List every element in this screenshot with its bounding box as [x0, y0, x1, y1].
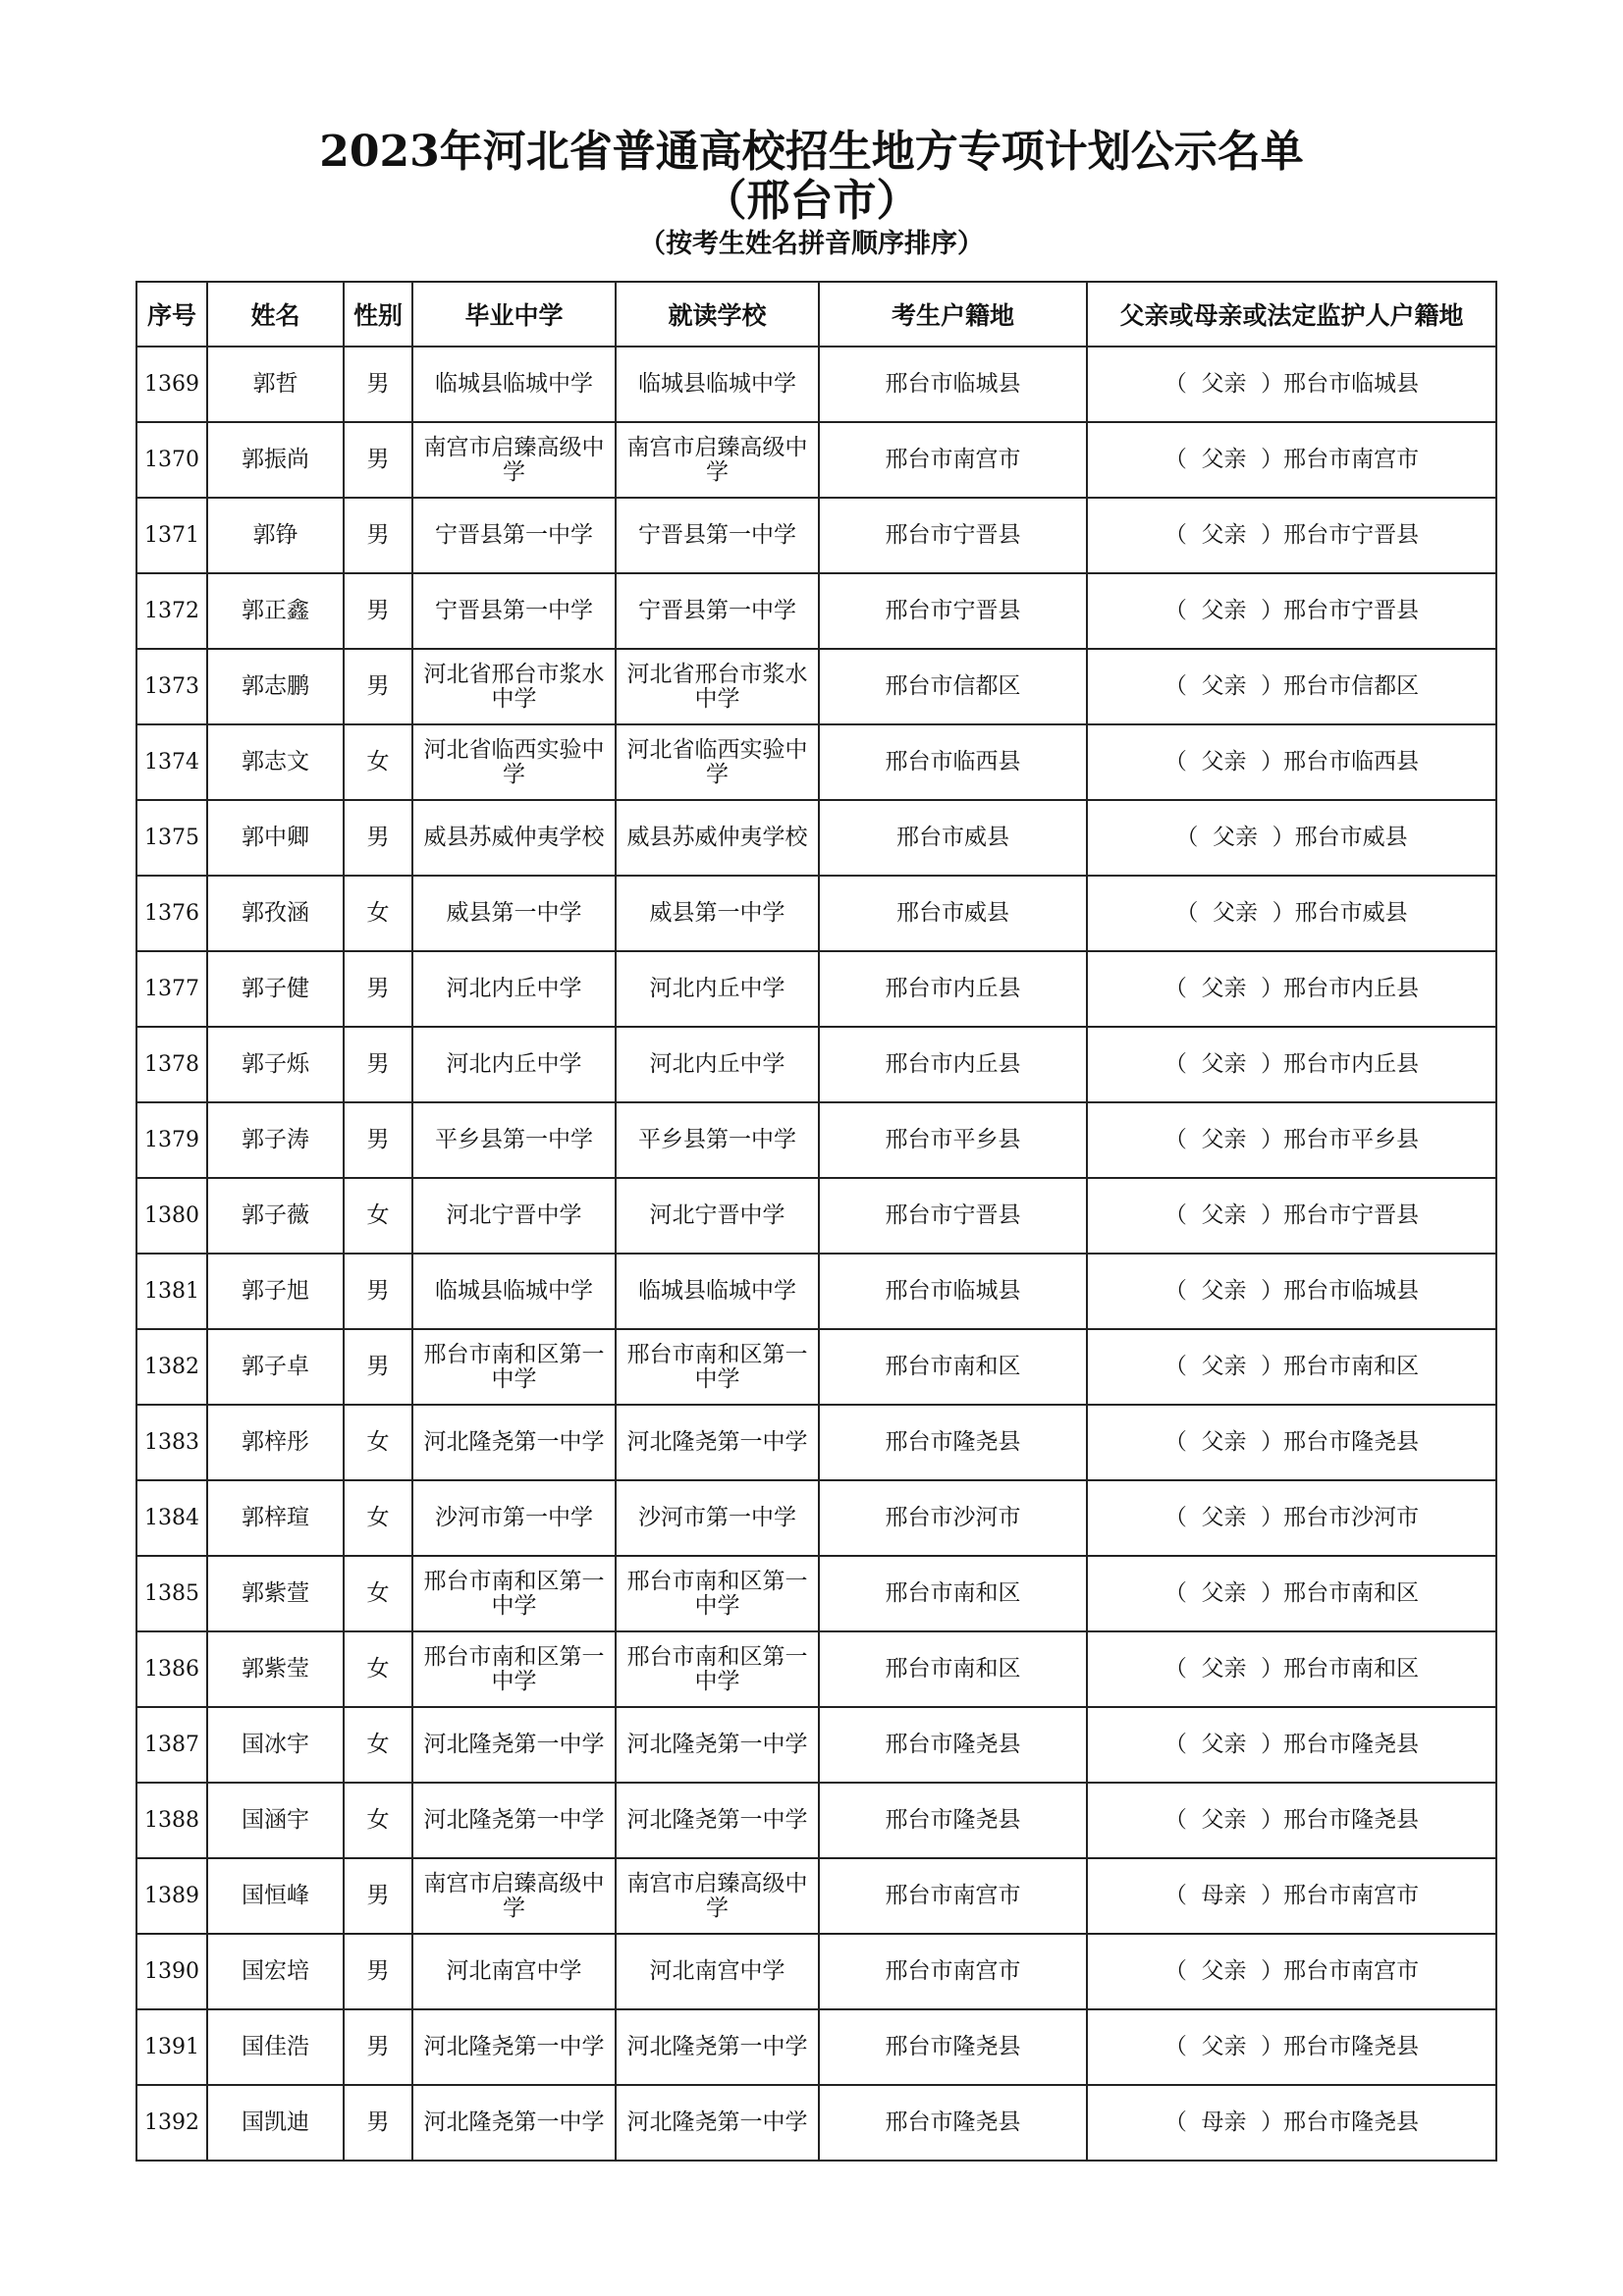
cell-parent-household: （ 母亲 ）邢台市隆尧县 — [1087, 2085, 1496, 2161]
cell-name: 国宏培 — [207, 1934, 344, 2009]
header-gender: 性别 — [344, 282, 412, 347]
header-household: 考生户籍地 — [819, 282, 1087, 347]
cell-gender: 男 — [344, 951, 412, 1027]
cell-seq: 1379 — [136, 1102, 207, 1178]
cell-name: 郭梓彤 — [207, 1405, 344, 1480]
cell-gender: 女 — [344, 1783, 412, 1858]
cell-household: 邢台市南宫市 — [819, 1934, 1087, 2009]
cell-study-school: 邢台市南和区第一中学 — [616, 1556, 819, 1631]
cell-parent-household: （ 父亲 ）邢台市信都区 — [1087, 649, 1496, 724]
header-grad-school: 毕业中学 — [412, 282, 616, 347]
cell-name: 郭孜涵 — [207, 876, 344, 951]
cell-name: 国涵宇 — [207, 1783, 344, 1858]
cell-name: 国佳浩 — [207, 2009, 344, 2085]
cell-grad-school: 宁晋县第一中学 — [412, 573, 616, 649]
table-row — [136, 1405, 1496, 1480]
cell-study-school: 沙河市第一中学 — [616, 1480, 819, 1556]
cell-grad-school: 河北宁晋中学 — [412, 1178, 616, 1254]
cell-grad-school: 沙河市第一中学 — [412, 1480, 616, 1556]
cell-household: 邢台市内丘县 — [819, 1027, 1087, 1102]
cell-study-school: 河北隆尧第一中学 — [616, 2085, 819, 2161]
table-row — [136, 1631, 1496, 1707]
cell-gender: 男 — [344, 1329, 412, 1405]
cell-seq: 1384 — [136, 1480, 207, 1556]
table-body — [136, 347, 1496, 2161]
cell-name: 郭振尚 — [207, 422, 344, 498]
cell-gender: 男 — [344, 1254, 412, 1329]
cell-seq: 1373 — [136, 649, 207, 724]
cell-gender: 男 — [344, 1102, 412, 1178]
cell-household: 邢台市平乡县 — [819, 1102, 1087, 1178]
cell-study-school: 临城县临城中学 — [616, 347, 819, 422]
cell-household: 邢台市沙河市 — [819, 1480, 1087, 1556]
cell-parent-household: （ 父亲 ）邢台市南和区 — [1087, 1556, 1496, 1631]
cell-household: 邢台市临城县 — [819, 1254, 1087, 1329]
cell-seq: 1375 — [136, 800, 207, 876]
cell-grad-school: 威县苏威仲夷学校 — [412, 800, 616, 876]
table-row — [136, 1480, 1496, 1556]
cell-name: 郭中卿 — [207, 800, 344, 876]
cell-seq: 1385 — [136, 1556, 207, 1631]
cell-study-school: 河北内丘中学 — [616, 1027, 819, 1102]
cell-name: 郭铮 — [207, 498, 344, 573]
cell-household: 邢台市隆尧县 — [819, 1783, 1087, 1858]
cell-household: 邢台市南和区 — [819, 1631, 1087, 1707]
cell-parent-household: （ 父亲 ）邢台市临城县 — [1087, 1254, 1496, 1329]
cell-household: 邢台市宁晋县 — [819, 1178, 1087, 1254]
document-title: 2023年河北省普通高校招生地方专项计划公示名单 — [319, 127, 1304, 177]
cell-seq: 1382 — [136, 1329, 207, 1405]
cell-household: 邢台市威县 — [819, 800, 1087, 876]
cell-parent-household: （ 父亲 ）邢台市宁晋县 — [1087, 573, 1496, 649]
cell-seq: 1387 — [136, 1707, 207, 1783]
cell-study-school: 宁晋县第一中学 — [616, 498, 819, 573]
cell-grad-school: 威县第一中学 — [412, 876, 616, 951]
cell-grad-school: 南宫市启臻高级中学 — [412, 422, 616, 498]
document-subtitle: （邢台市） — [703, 176, 920, 226]
cell-parent-household: （ 父亲 ）邢台市宁晋县 — [1087, 498, 1496, 573]
table-row — [136, 649, 1496, 724]
cell-gender: 男 — [344, 2009, 412, 2085]
cell-seq: 1390 — [136, 1934, 207, 2009]
table-row — [136, 1934, 1496, 2009]
cell-seq: 1377 — [136, 951, 207, 1027]
cell-seq: 1383 — [136, 1405, 207, 1480]
cell-gender: 女 — [344, 1480, 412, 1556]
cell-household: 邢台市隆尧县 — [819, 1405, 1087, 1480]
cell-parent-household: （ 母亲 ）邢台市南宫市 — [1087, 1858, 1496, 1934]
cell-study-school: 南宫市启臻高级中学 — [616, 422, 819, 498]
sort-note: （按考生姓名拼音顺序排序） — [639, 229, 984, 259]
table-row — [136, 1102, 1496, 1178]
cell-gender: 男 — [344, 347, 412, 422]
cell-seq: 1392 — [136, 2085, 207, 2161]
cell-study-school: 平乡县第一中学 — [616, 1102, 819, 1178]
cell-household: 邢台市信都区 — [819, 649, 1087, 724]
cell-study-school: 临城县临城中学 — [616, 1254, 819, 1329]
cell-household: 邢台市隆尧县 — [819, 2009, 1087, 2085]
cell-grad-school: 邢台市南和区第一中学 — [412, 1329, 616, 1405]
cell-seq: 1389 — [136, 1858, 207, 1934]
cell-grad-school: 邢台市南和区第一中学 — [412, 1556, 616, 1631]
cell-gender: 女 — [344, 1178, 412, 1254]
cell-study-school: 河北隆尧第一中学 — [616, 2009, 819, 2085]
table-row — [136, 422, 1496, 498]
cell-seq: 1374 — [136, 724, 207, 800]
cell-gender: 女 — [344, 876, 412, 951]
cell-study-school: 威县苏威仲夷学校 — [616, 800, 819, 876]
candidate-table — [135, 281, 1497, 2162]
cell-household: 邢台市威县 — [819, 876, 1087, 951]
cell-gender: 男 — [344, 1858, 412, 1934]
header-seq: 序号 — [136, 282, 207, 347]
cell-study-school: 南宫市启臻高级中学 — [616, 1858, 819, 1934]
table-row — [136, 876, 1496, 951]
cell-name: 郭子健 — [207, 951, 344, 1027]
cell-household: 邢台市临西县 — [819, 724, 1087, 800]
table-row — [136, 1556, 1496, 1631]
cell-study-school: 河北宁晋中学 — [616, 1178, 819, 1254]
cell-parent-household: （ 父亲 ）邢台市临西县 — [1087, 724, 1496, 800]
cell-parent-household: （ 父亲 ）邢台市隆尧县 — [1087, 1405, 1496, 1480]
header-study-school: 就读学校 — [616, 282, 819, 347]
cell-grad-school: 河北隆尧第一中学 — [412, 1707, 616, 1783]
cell-name: 郭子涛 — [207, 1102, 344, 1178]
cell-name: 郭哲 — [207, 347, 344, 422]
cell-grad-school: 宁晋县第一中学 — [412, 498, 616, 573]
table-header-row — [136, 282, 1496, 347]
cell-gender: 女 — [344, 1405, 412, 1480]
cell-study-school: 邢台市南和区第一中学 — [616, 1329, 819, 1405]
cell-name: 郭子烁 — [207, 1027, 344, 1102]
cell-name: 郭志鹏 — [207, 649, 344, 724]
cell-grad-school: 河北内丘中学 — [412, 1027, 616, 1102]
cell-parent-household: （ 父亲 ）邢台市南和区 — [1087, 1631, 1496, 1707]
cell-name: 郭志文 — [207, 724, 344, 800]
cell-study-school: 河北南宫中学 — [616, 1934, 819, 2009]
table-row — [136, 2009, 1496, 2085]
cell-name: 国冰宇 — [207, 1707, 344, 1783]
cell-parent-household: （ 父亲 ）邢台市隆尧县 — [1087, 1707, 1496, 1783]
table-row — [136, 724, 1496, 800]
cell-household: 邢台市南宫市 — [819, 422, 1087, 498]
cell-grad-school: 河北省临西实验中学 — [412, 724, 616, 800]
cell-grad-school: 河北南宫中学 — [412, 1934, 616, 2009]
cell-study-school: 河北省邢台市浆水中学 — [616, 649, 819, 724]
table-row — [136, 1254, 1496, 1329]
table-row — [136, 573, 1496, 649]
table-row — [136, 800, 1496, 876]
cell-study-school: 宁晋县第一中学 — [616, 573, 819, 649]
cell-name: 郭正鑫 — [207, 573, 344, 649]
cell-household: 邢台市南和区 — [819, 1556, 1087, 1631]
cell-grad-school: 南宫市启臻高级中学 — [412, 1858, 616, 1934]
cell-name: 国凯迪 — [207, 2085, 344, 2161]
table-row — [136, 951, 1496, 1027]
cell-grad-school: 河北隆尧第一中学 — [412, 1783, 616, 1858]
cell-gender: 男 — [344, 422, 412, 498]
table-row — [136, 1027, 1496, 1102]
cell-parent-household: （ 父亲 ）邢台市宁晋县 — [1087, 1178, 1496, 1254]
table-row — [136, 2085, 1496, 2161]
table-row — [136, 1783, 1496, 1858]
cell-parent-household: （ 父亲 ）邢台市南宫市 — [1087, 1934, 1496, 2009]
cell-parent-household: （ 父亲 ）邢台市隆尧县 — [1087, 1783, 1496, 1858]
cell-gender: 女 — [344, 724, 412, 800]
cell-parent-household: （ 父亲 ）邢台市威县 — [1087, 800, 1496, 876]
cell-gender: 男 — [344, 800, 412, 876]
cell-study-school: 河北隆尧第一中学 — [616, 1707, 819, 1783]
cell-parent-household: （ 父亲 ）邢台市内丘县 — [1087, 1027, 1496, 1102]
cell-study-school: 河北省临西实验中学 — [616, 724, 819, 800]
cell-seq: 1388 — [136, 1783, 207, 1858]
cell-gender: 男 — [344, 1027, 412, 1102]
cell-study-school: 威县第一中学 — [616, 876, 819, 951]
table-row — [136, 347, 1496, 422]
cell-household: 邢台市隆尧县 — [819, 2085, 1087, 2161]
cell-household: 邢台市内丘县 — [819, 951, 1087, 1027]
table-row — [136, 1858, 1496, 1934]
header-name: 姓名 — [207, 282, 344, 347]
cell-parent-household: （ 父亲 ）邢台市南宫市 — [1087, 422, 1496, 498]
cell-gender: 男 — [344, 498, 412, 573]
cell-household: 邢台市宁晋县 — [819, 498, 1087, 573]
cell-grad-school: 河北内丘中学 — [412, 951, 616, 1027]
cell-gender: 男 — [344, 649, 412, 724]
cell-study-school: 邢台市南和区第一中学 — [616, 1631, 819, 1707]
cell-seq: 1378 — [136, 1027, 207, 1102]
cell-seq: 1372 — [136, 573, 207, 649]
cell-grad-school: 临城县临城中学 — [412, 1254, 616, 1329]
cell-study-school: 河北隆尧第一中学 — [616, 1783, 819, 1858]
cell-seq: 1391 — [136, 2009, 207, 2085]
cell-grad-school: 临城县临城中学 — [412, 347, 616, 422]
cell-grad-school: 河北省邢台市浆水中学 — [412, 649, 616, 724]
cell-gender: 女 — [344, 1631, 412, 1707]
cell-household: 邢台市南和区 — [819, 1329, 1087, 1405]
cell-name: 郭子薇 — [207, 1178, 344, 1254]
cell-study-school: 河北内丘中学 — [616, 951, 819, 1027]
table-row — [136, 498, 1496, 573]
cell-name: 国恒峰 — [207, 1858, 344, 1934]
table-row — [136, 1329, 1496, 1405]
cell-seq: 1381 — [136, 1254, 207, 1329]
cell-parent-household: （ 父亲 ）邢台市内丘县 — [1087, 951, 1496, 1027]
cell-name: 郭梓瑄 — [207, 1480, 344, 1556]
cell-name: 郭紫莹 — [207, 1631, 344, 1707]
cell-grad-school: 平乡县第一中学 — [412, 1102, 616, 1178]
cell-parent-household: （ 父亲 ）邢台市隆尧县 — [1087, 2009, 1496, 2085]
cell-grad-school: 河北隆尧第一中学 — [412, 2085, 616, 2161]
cell-parent-household: （ 父亲 ）邢台市沙河市 — [1087, 1480, 1496, 1556]
cell-parent-household: （ 父亲 ）邢台市平乡县 — [1087, 1102, 1496, 1178]
cell-household: 邢台市临城县 — [819, 347, 1087, 422]
cell-seq: 1369 — [136, 347, 207, 422]
cell-parent-household: （ 父亲 ）邢台市临城县 — [1087, 347, 1496, 422]
cell-household: 邢台市南宫市 — [819, 1858, 1087, 1934]
cell-grad-school: 邢台市南和区第一中学 — [412, 1631, 616, 1707]
cell-gender: 男 — [344, 573, 412, 649]
table-row — [136, 1178, 1496, 1254]
cell-seq: 1371 — [136, 498, 207, 573]
cell-grad-school: 河北隆尧第一中学 — [412, 1405, 616, 1480]
header-parent-household: 父亲或母亲或法定监护人户籍地 — [1087, 282, 1496, 347]
cell-household: 邢台市宁晋县 — [819, 573, 1087, 649]
cell-gender: 男 — [344, 1934, 412, 2009]
cell-seq: 1376 — [136, 876, 207, 951]
cell-seq: 1370 — [136, 422, 207, 498]
cell-gender: 女 — [344, 1556, 412, 1631]
cell-parent-household: （ 父亲 ）邢台市威县 — [1087, 876, 1496, 951]
cell-study-school: 河北隆尧第一中学 — [616, 1405, 819, 1480]
cell-name: 郭子旭 — [207, 1254, 344, 1329]
table-row — [136, 1707, 1496, 1783]
cell-seq: 1386 — [136, 1631, 207, 1707]
cell-gender: 男 — [344, 2085, 412, 2161]
cell-seq: 1380 — [136, 1178, 207, 1254]
cell-gender: 女 — [344, 1707, 412, 1783]
cell-grad-school: 河北隆尧第一中学 — [412, 2009, 616, 2085]
cell-name: 郭紫萱 — [207, 1556, 344, 1631]
cell-parent-household: （ 父亲 ）邢台市南和区 — [1087, 1329, 1496, 1405]
cell-name: 郭子卓 — [207, 1329, 344, 1405]
cell-household: 邢台市隆尧县 — [819, 1707, 1087, 1783]
